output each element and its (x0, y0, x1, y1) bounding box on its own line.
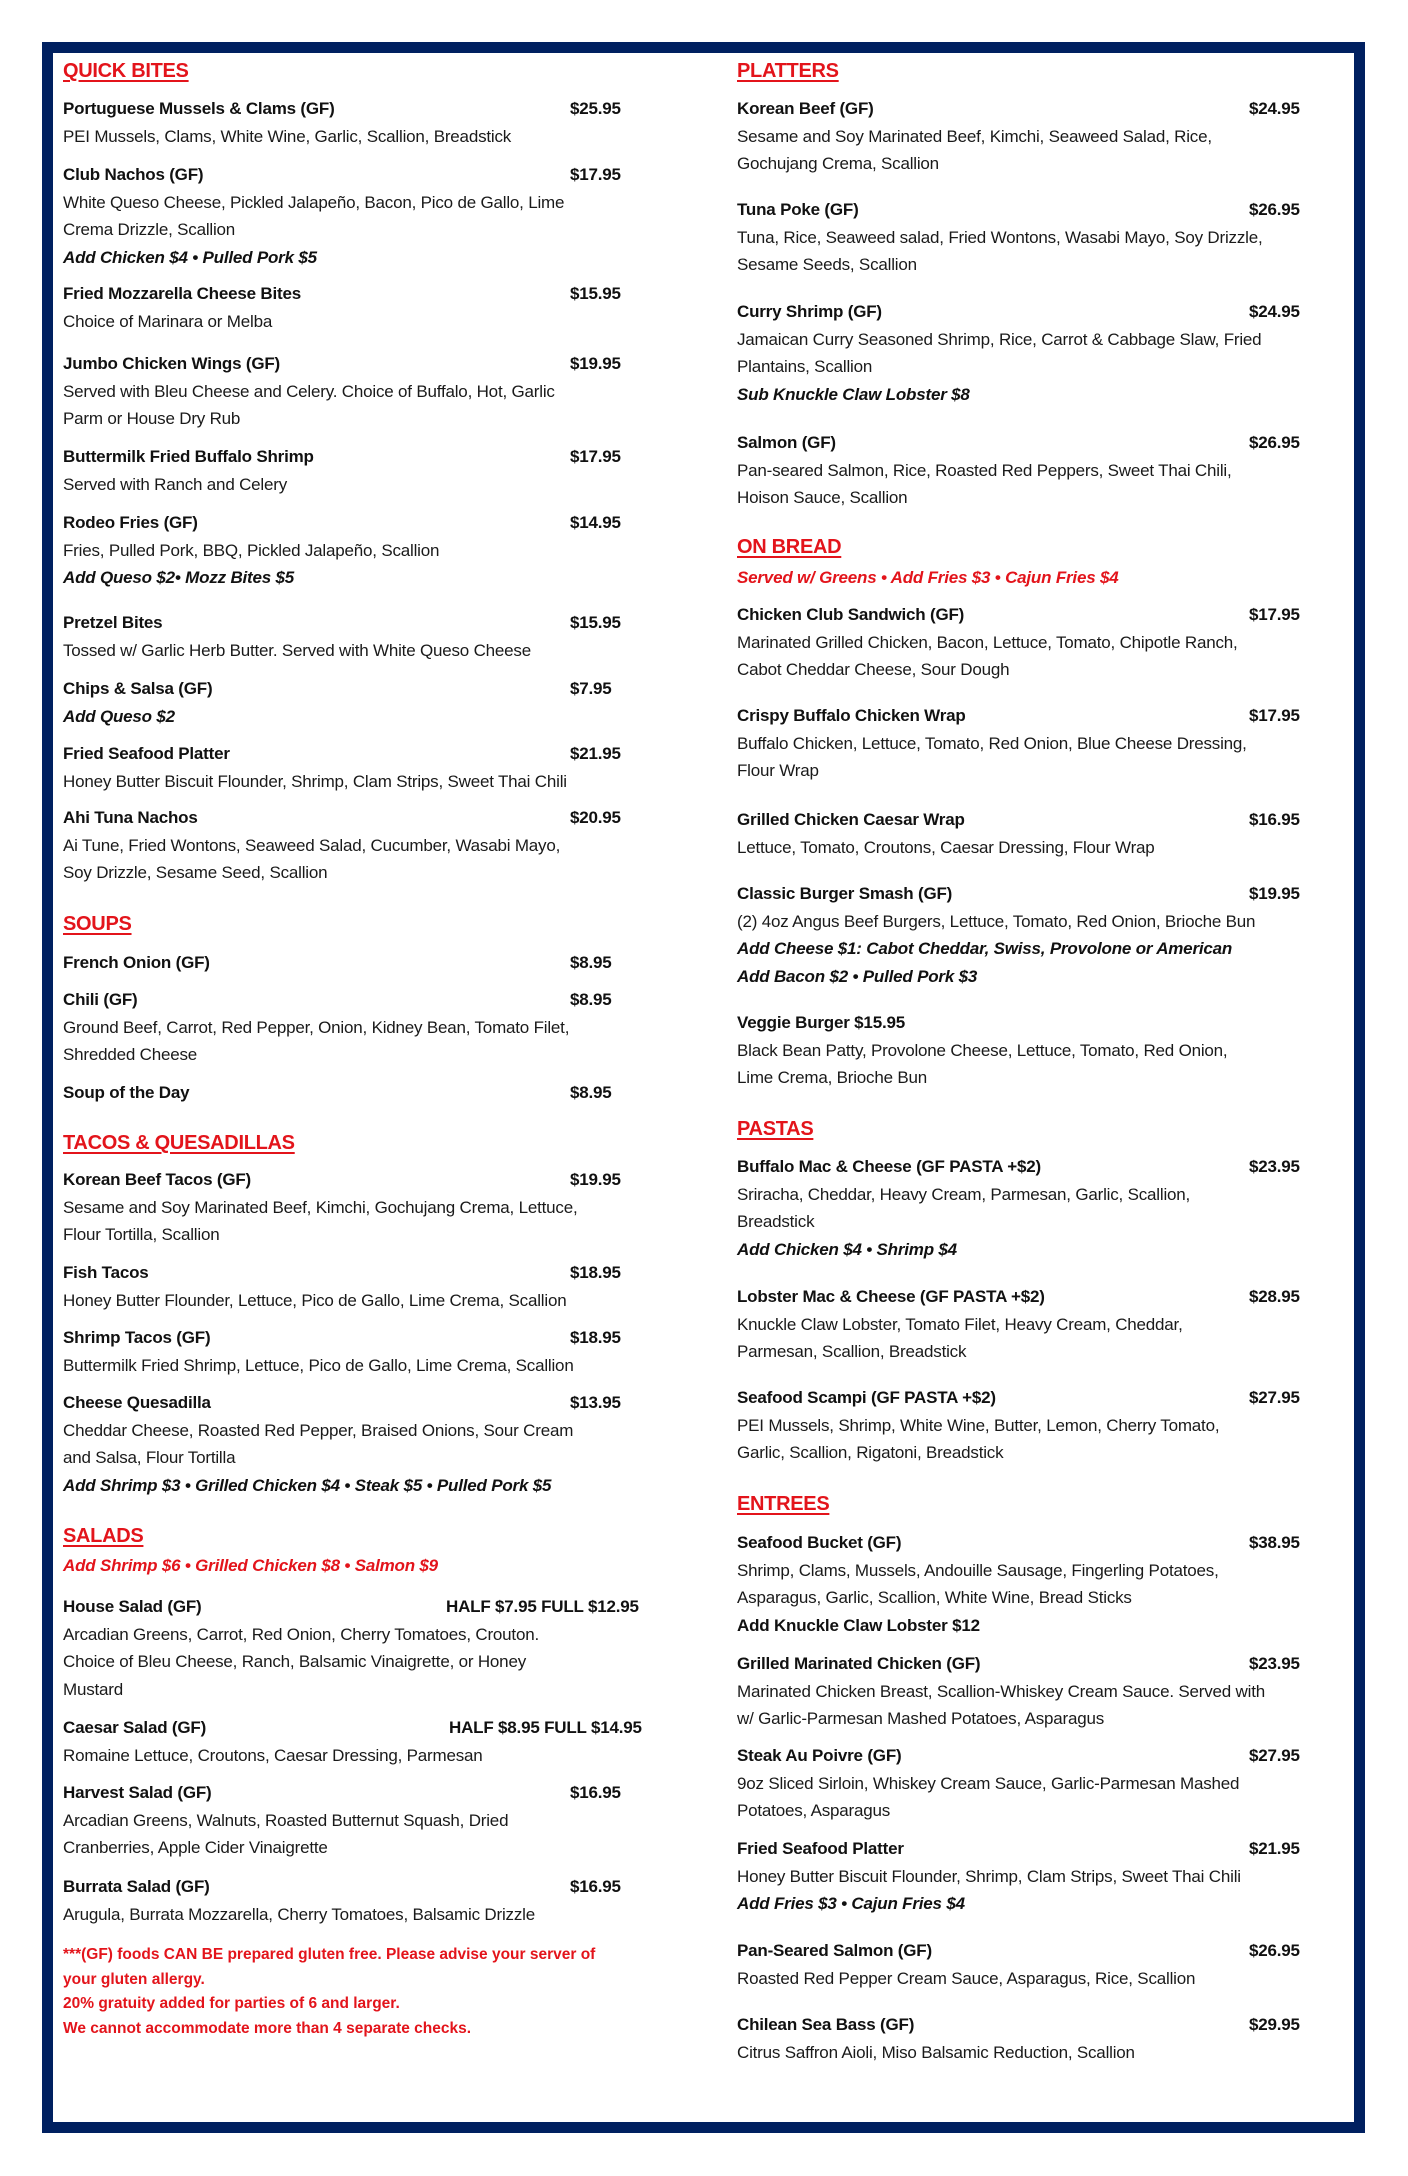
item-price: $25.95 (570, 99, 621, 118)
item-description: Plantains, Scallion (737, 357, 873, 377)
menu-item (737, 1529, 1357, 1639)
item-name: Rodeo Fries (GF) (63, 513, 198, 532)
item-addon: Add Shrimp $3 • Grilled Chicken $4 • Steak $5 • Pulled Pork $5 (63, 1475, 552, 1495)
menu-item (63, 1259, 673, 1314)
item-name: Ahi Tuna Nachos (63, 808, 198, 827)
section-heading-pastas: PASTAS (737, 1118, 814, 1140)
item-name: Lobster Mac & Cheese (GF PASTA +$2) (737, 1287, 1045, 1306)
item-addon: Add Bacon $2 • Pulled Pork $3 (737, 966, 978, 986)
item-description: Cheddar Cheese, Roasted Red Pepper, Braised Onions, Sour Cream (63, 1420, 574, 1440)
item-description: Sesame Seeds, Scallion (737, 255, 917, 275)
item-description: Ground Beef, Carrot, Red Pepper, Onion, Kidney Bean, Tomato Filet, (63, 1017, 570, 1037)
item-name: Chips & Salsa (GF) (63, 679, 213, 698)
item-name: Curry Shrimp (GF) (737, 302, 882, 321)
menu-item (63, 280, 673, 335)
item-description: Honey Butter Flounder, Lettuce, Pico de Gallo, Lime Crema, Scallion (63, 1290, 567, 1310)
item-price: $17.95 (570, 447, 621, 466)
item-name: Veggie Burger $15.95 (737, 1013, 905, 1032)
item-description: Sesame and Soy Marinated Beef, Kimchi, Seaweed Salad, Rice, (737, 126, 1212, 146)
item-addon: Add Cheese $1: Cabot Cheddar, Swiss, Provolone or American (737, 939, 1233, 959)
item-name: Grilled Chicken Caesar Wrap (737, 810, 965, 829)
item-description: Parmesan, Scallion, Breadstick (737, 1342, 967, 1362)
item-description: Potatoes, Asparagus (737, 1801, 891, 1821)
item-description: Arcadian Greens, Walnuts, Roasted Butternut Squash, Dried (63, 1810, 509, 1830)
item-description: Cranberries, Apple Cider Vinaigrette (63, 1838, 328, 1858)
menu-item (63, 95, 673, 150)
menu-item (63, 443, 673, 498)
item-description: Shrimp, Clams, Mussels, Andouille Sausage, Fingerling Potatoes, (737, 1560, 1219, 1580)
item-price: $13.95 (570, 1393, 621, 1412)
menu-item (737, 880, 1357, 990)
item-addon: Add Fries $3 • Cajun Fries $4 (737, 1894, 965, 1914)
menu-item (63, 1079, 673, 1107)
item-description: Flour Wrap (737, 761, 819, 781)
menu-column-left (63, 0, 673, 2037)
item-name: Caesar Salad (GF) (63, 1718, 207, 1737)
item-price: $16.95 (570, 1783, 621, 1802)
section-heading-entrees: ENTREES (737, 1493, 830, 1515)
menu-item (63, 350, 673, 433)
menu-item (63, 675, 673, 730)
item-name: Fish Tacos (63, 1263, 149, 1282)
footer-notes (63, 1943, 673, 2041)
item-name: Fried Seafood Platter (63, 744, 230, 763)
item-description: Flour Tortilla, Scallion (63, 1225, 220, 1245)
item-price: $15.95 (570, 284, 621, 303)
menu-item (737, 1835, 1357, 1918)
menu-item (63, 1873, 673, 1928)
item-name: Buffalo Mac & Cheese (GF PASTA +$2) (737, 1157, 1041, 1176)
item-description: Parm or House Dry Rub (63, 409, 241, 429)
item-description: Marinated Grilled Chicken, Bacon, Lettuce, Tomato, Chipotle Ranch, (737, 632, 1238, 652)
item-description: w/ Garlic-Parmesan Mashed Potatoes, Asparagus (737, 1709, 1105, 1729)
menu-item (63, 1166, 673, 1249)
item-price: $26.95 (1249, 200, 1300, 219)
item-price: $26.95 (1249, 1941, 1300, 1960)
item-description: Sesame and Soy Marinated Beef, Kimchi, Gochujang Crema, Lettuce, (63, 1197, 578, 1217)
menu-item (737, 1009, 1357, 1092)
item-description: Jamaican Curry Seasoned Shrimp, Rice, Carrot & Cabbage Slaw, Fried (737, 329, 1262, 349)
menu-item (63, 740, 673, 795)
item-name: Salmon (GF) (737, 433, 836, 452)
item-name: Fried Seafood Platter (737, 1839, 904, 1858)
section-note-salads: Add Shrimp $6 • Grilled Chicken $8 • Salmon $9 (63, 1556, 438, 1575)
item-description: PEI Mussels, Shrimp, White Wine, Butter, Lemon, Cherry Tomato, (737, 1415, 1220, 1435)
menu-item (737, 196, 1357, 279)
item-price: $14.95 (570, 513, 621, 532)
item-name: Seafood Scampi (GF PASTA +$2) (737, 1388, 996, 1407)
menu-item (737, 2011, 1357, 2066)
item-description: 9oz Sliced Sirloin, Whiskey Cream Sauce, Garlic-Parmesan Mashed (737, 1773, 1240, 1793)
item-description: Fries, Pulled Pork, BBQ, Pickled Jalapeño, Scallion (63, 540, 440, 560)
item-description: Ai Tune, Fried Wontons, Seaweed Salad, Cucumber, Wasabi Mayo, (63, 835, 561, 855)
item-description: Sriracha, Cheddar, Heavy Cream, Parmesan, Garlic, Scallion, (737, 1184, 1191, 1204)
item-name: Jumbo Chicken Wings (GF) (63, 354, 280, 373)
item-description: and Salsa, Flour Tortilla (63, 1448, 236, 1468)
item-description: Roasted Red Pepper Cream Sauce, Asparagus, Rice, Scallion (737, 1968, 1196, 1988)
item-description: Lettuce, Tomato, Croutons, Caesar Dressing, Flour Wrap (737, 837, 1155, 857)
item-description: Breadstick (737, 1212, 815, 1232)
menu-item (737, 1650, 1357, 1733)
menu-item (737, 1384, 1357, 1467)
item-addon: Add Chicken $4 • Pulled Pork $5 (63, 247, 317, 267)
menu-item (737, 1937, 1357, 1992)
item-description: Gochujang Crema, Scallion (737, 154, 939, 174)
menu-item (737, 1153, 1357, 1263)
item-description: Served with Ranch and Celery (63, 474, 288, 494)
item-description: Buffalo Chicken, Lettuce, Tomato, Red Onion, Blue Cheese Dressing, (737, 733, 1247, 753)
item-name: Chilean Sea Bass (GF) (737, 2015, 915, 2034)
item-description: Honey Butter Biscuit Flounder, Shrimp, Clam Strips, Sweet Thai Chili (737, 1866, 1241, 1886)
item-name: Steak Au Poivre (GF) (737, 1746, 902, 1765)
item-name: Classic Burger Smash (GF) (737, 884, 953, 903)
item-description: Marinated Chicken Breast, Scallion-Whiskey Cream Sauce. Served with (737, 1681, 1265, 1701)
item-description: Mustard (63, 1679, 124, 1699)
item-addon: Sub Knuckle Claw Lobster $8 (737, 384, 970, 404)
menu-item (63, 1779, 673, 1862)
item-description: Served with Bleu Cheese and Celery. Choice of Buffalo, Hot, Garlic (63, 381, 555, 401)
item-price: HALF $7.95 FULL $12.95 (446, 1597, 639, 1616)
item-price: $19.95 (570, 354, 621, 373)
item-price: $17.95 (570, 165, 621, 184)
item-price: $28.95 (1249, 1287, 1300, 1306)
menu-item (737, 702, 1357, 785)
item-description: Choice of Bleu Cheese, Ranch, Balsamic Vinaigrette, or Honey (63, 1652, 526, 1672)
item-description: White Queso Cheese, Pickled Jalapeño, Bacon, Pico de Gallo, Lime (63, 192, 565, 212)
item-price: $16.95 (1249, 810, 1300, 829)
item-name: House Salad (GF) (63, 1597, 202, 1616)
item-description: Arcadian Greens, Carrot, Red Onion, Cherry Tomatoes, Crouton. (63, 1624, 539, 1644)
section-heading-salads: SALADS (63, 1525, 144, 1547)
item-price: $23.95 (1249, 1654, 1300, 1673)
item-name: Chili (GF) (63, 990, 138, 1009)
item-price: $8.95 (570, 953, 612, 972)
item-name: Club Nachos (GF) (63, 165, 204, 184)
gratuity-note: 20% gratuity added for parties of 6 and larger. (63, 1995, 400, 2012)
item-name: French Onion (GF) (63, 953, 210, 972)
item-description: Honey Butter Biscuit Flounder, Shrimp, Clam Strips, Sweet Thai Chili (63, 771, 567, 791)
item-price: $18.95 (570, 1328, 621, 1347)
gluten-free-note-cont: your gluten allergy. (63, 1970, 205, 1988)
item-name: Cheese Quesadilla (63, 1393, 211, 1412)
item-description: Choice of Marinara or Melba (63, 311, 273, 331)
item-description: Romaine Lettuce, Croutons, Caesar Dressing, Parmesan (63, 1745, 483, 1765)
section-heading-tacos-quesadillas: TACOS & QUESADILLAS (63, 1132, 295, 1154)
menu-item (737, 95, 1357, 178)
item-addon: Add Knuckle Claw Lobster $12 (737, 1615, 980, 1635)
item-price: $17.95 (1249, 706, 1300, 725)
item-name: Burrata Salad (GF) (63, 1877, 210, 1896)
item-price: $38.95 (1249, 1533, 1300, 1552)
item-name: Chicken Club Sandwich (GF) (737, 605, 965, 624)
item-description: Pan-seared Salmon, Rice, Roasted Red Peppers, Sweet Thai Chili, (737, 460, 1232, 480)
item-name: Grilled Marinated Chicken (GF) (737, 1654, 981, 1673)
item-name: Buttermilk Fried Buffalo Shrimp (63, 447, 314, 466)
menu-item (737, 806, 1357, 861)
item-addon: Add Queso $2 (63, 706, 175, 726)
item-description: Soy Drizzle, Sesame Seed, Scallion (63, 863, 328, 883)
item-name: Crispy Buffalo Chicken Wrap (737, 706, 966, 725)
item-price: $23.95 (1249, 1157, 1300, 1176)
item-price: $27.95 (1249, 1388, 1300, 1407)
item-description: Asparagus, Garlic, Scallion, White Wine, Bread Sticks (737, 1588, 1132, 1608)
item-description: Buttermilk Fried Shrimp, Lettuce, Pico de Gallo, Lime Crema, Scallion (63, 1355, 574, 1375)
item-description: Tuna, Rice, Seaweed salad, Fried Wontons, Wasabi Mayo, Soy Drizzle, (737, 227, 1263, 247)
item-description: Black Bean Patty, Provolone Cheese, Lettuce, Tomato, Red Onion, (737, 1040, 1228, 1060)
item-name: Korean Beef (GF) (737, 99, 874, 118)
item-price: $15.95 (570, 613, 621, 632)
item-description: PEI Mussels, Clams, White Wine, Garlic, Scallion, Breadstick (63, 126, 512, 146)
item-name: Tuna Poke (GF) (737, 200, 859, 219)
item-description: Garlic, Scallion, Rigatoni, Breadstick (737, 1443, 1004, 1463)
item-description: Tossed w/ Garlic Herb Butter. Served with White Queso Cheese (63, 640, 531, 660)
item-name: Korean Beef Tacos (GF) (63, 1170, 251, 1189)
item-name: Harvest Salad (GF) (63, 1783, 212, 1802)
menu-item (737, 1742, 1357, 1825)
item-price: $24.95 (1249, 302, 1300, 321)
item-addon: Add Queso $2• Mozz Bites $5 (63, 568, 295, 588)
item-name: Soup of the Day (63, 1083, 190, 1102)
item-description: Hoison Sauce, Scallion (737, 488, 908, 508)
section-heading-on-bread: ON BREAD (737, 536, 842, 558)
menu-item (737, 601, 1357, 684)
item-price: $19.95 (1249, 884, 1300, 903)
menu-column-right (737, 0, 1357, 2062)
item-addon: Add Chicken $4 • Shrimp $4 (737, 1239, 957, 1259)
item-price: $19.95 (570, 1170, 621, 1189)
menu-item (63, 1324, 673, 1379)
section-heading-platters: PLATTERS (737, 60, 839, 82)
item-name: Fried Mozzarella Cheese Bites (63, 284, 301, 303)
menu-item (63, 509, 673, 592)
menu-item (737, 429, 1357, 512)
menu-item (63, 609, 673, 664)
item-price: $29.95 (1249, 2015, 1300, 2034)
item-price: $16.95 (570, 1877, 621, 1896)
item-price: HALF $8.95 FULL $14.95 (449, 1718, 642, 1737)
menu-item (63, 1593, 673, 1703)
separate-checks-note: We cannot accommodate more than 4 separate checks. (63, 2019, 472, 2037)
item-description: Shredded Cheese (63, 1045, 198, 1065)
item-price: $8.95 (570, 1083, 612, 1102)
menu-item (63, 161, 673, 271)
item-price: $26.95 (1249, 433, 1300, 452)
item-price: $21.95 (1249, 1839, 1300, 1858)
item-name: Shrimp Tacos (GF) (63, 1328, 211, 1347)
item-description: Crema Drizzle, Scallion (63, 220, 236, 240)
item-description: (2) 4oz Angus Beef Burgers, Lettuce, Tomato, Red Onion, Brioche Bun (737, 911, 1256, 931)
menu-item (63, 949, 673, 977)
section-heading-soups: SOUPS (63, 913, 132, 935)
item-price: $27.95 (1249, 1746, 1300, 1765)
item-description: Lime Crema, Brioche Bun (737, 1068, 928, 1088)
menu-item (63, 986, 673, 1069)
item-name: Pan-Seared Salmon (GF) (737, 1941, 932, 1960)
item-price: $21.95 (570, 744, 621, 763)
item-name: Pretzel Bites (63, 613, 163, 632)
menu-item (737, 298, 1357, 408)
menu-item (63, 1389, 673, 1499)
gluten-free-note: ***(GF) foods CAN BE prepared gluten free. Please advise your server of (63, 1946, 596, 1963)
section-note-on-bread: Served w/ Greens • Add Fries $3 • Cajun Fries $4 (737, 568, 1119, 587)
item-price: $17.95 (1249, 605, 1300, 624)
item-description: Arugula, Burrata Mozzarella, Cherry Tomatoes, Balsamic Drizzle (63, 1904, 535, 1924)
item-price: $8.95 (570, 990, 612, 1009)
item-name: Portuguese Mussels & Clams (GF) (63, 99, 335, 118)
item-name: Seafood Bucket (GF) (737, 1533, 902, 1552)
item-description: Cabot Cheddar Cheese, Sour Dough (737, 660, 1010, 680)
menu-item (737, 1283, 1357, 1366)
menu-item (63, 804, 673, 887)
item-price: $20.95 (570, 808, 621, 827)
item-description: Citrus Saffron Aioli, Miso Balsamic Reduction, Scallion (737, 2042, 1135, 2062)
item-price: $7.95 (570, 679, 612, 698)
item-price: $18.95 (570, 1263, 621, 1282)
section-heading-quick-bites: QUICK BITES (63, 60, 189, 82)
item-description: Knuckle Claw Lobster, Tomato Filet, Heavy Cream, Cheddar, (737, 1314, 1183, 1334)
item-price: $24.95 (1249, 99, 1300, 118)
menu-item (63, 1714, 673, 1769)
